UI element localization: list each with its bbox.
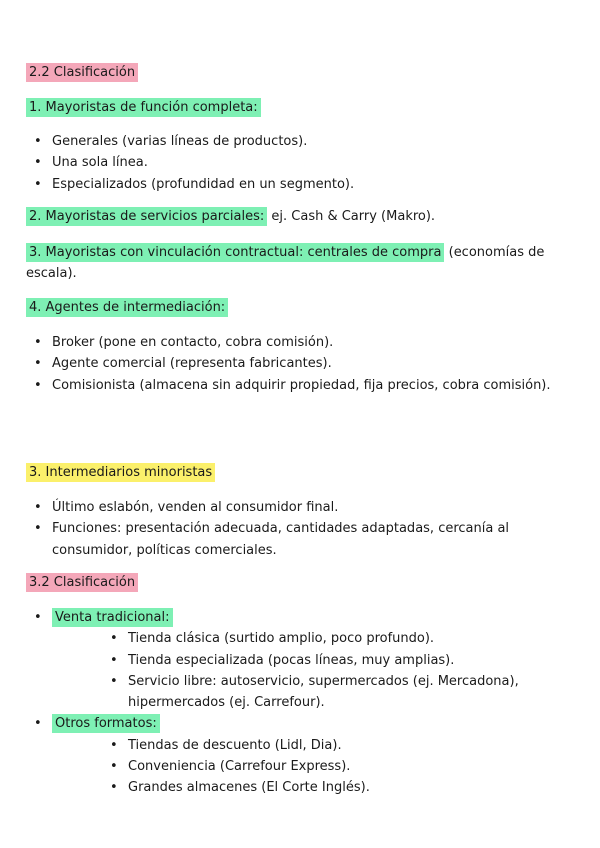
list-agentes-intermediacion: [30, 332, 570, 396]
list-item: • Conveniencia (Carrefour Express).: [106, 756, 570, 777]
list-item: • Agente comercial (representa fabricantes).: [30, 353, 570, 374]
heading-text: 2. Mayoristas de servicios parciales:: [26, 207, 267, 226]
section-heading-3: [26, 463, 215, 483]
sublist-venta-tradicional: [52, 628, 570, 713]
list-item: • Servicio libre: autoservicio, supermercados (ej. Mercadona), hipermercados (ej. Carrefour).: [106, 671, 570, 714]
sublist-otros-formatos: [52, 735, 570, 799]
heading-agentes-intermediacion: [26, 298, 228, 318]
heading-mayoristas-funcion-completa: [26, 98, 261, 118]
section-heading-2-2: [26, 63, 138, 83]
list-item: • Funciones: presentación adecuada, cantidades adaptadas, cercanía al consumidor, políticas comerciales.: [30, 518, 570, 561]
heading-text: 2.2 Clasificación: [26, 63, 138, 82]
list-item: • Comisionista (almacena sin adquirir propiedad, fija precios, cobra comisión).: [30, 375, 570, 396]
paragraph-text: ej. Cash & Carry (Makro).: [267, 209, 436, 224]
list-item: • Último eslabón, venden al consumidor final.: [30, 497, 570, 518]
paragraph-text: (economías de escala).: [26, 245, 545, 281]
paragraph-vinculacion-contractual: [26, 242, 578, 284]
heading-text: 4. Agentes de intermediación:: [26, 298, 228, 317]
list-item: • Especializados (profundidad en un segmento).: [30, 174, 570, 195]
list-item: • Tiendas de descuento (Lidl, Dia).: [106, 735, 570, 756]
list-item: • Generales (varias líneas de productos).: [30, 131, 570, 152]
heading-text: 3.2 Clasificación: [26, 573, 138, 592]
group-label: Venta tradicional:: [52, 608, 173, 627]
list-item: • Broker (pone en contacto, cobra comisión).: [30, 332, 570, 353]
list-clasificacion-minoristas: [30, 607, 570, 799]
section-heading-3-2: [26, 573, 138, 593]
group-label: Otros formatos:: [52, 714, 160, 733]
list-item: • Grandes almacenes (El Corte Inglés).: [106, 777, 570, 798]
list-item: [30, 713, 570, 798]
list-item: • Una sola línea.: [30, 152, 570, 173]
heading-text: 1. Mayoristas de función completa:: [26, 98, 261, 117]
heading-text: 3. Mayoristas con vinculación contractual: centrales de compra: [26, 243, 444, 262]
list-item: • Tienda especializada (pocas líneas, muy amplias).: [106, 650, 570, 671]
list-item: • Tienda clásica (surtido amplio, poco profundo).: [106, 628, 570, 649]
list-mayoristas-funcion-completa: [30, 131, 570, 195]
list-item: [30, 607, 570, 713]
paragraph-servicios-parciales: [26, 207, 435, 227]
heading-text: 3. Intermediarios minoristas: [26, 463, 215, 482]
list-intermediarios-minoristas: [30, 497, 570, 561]
